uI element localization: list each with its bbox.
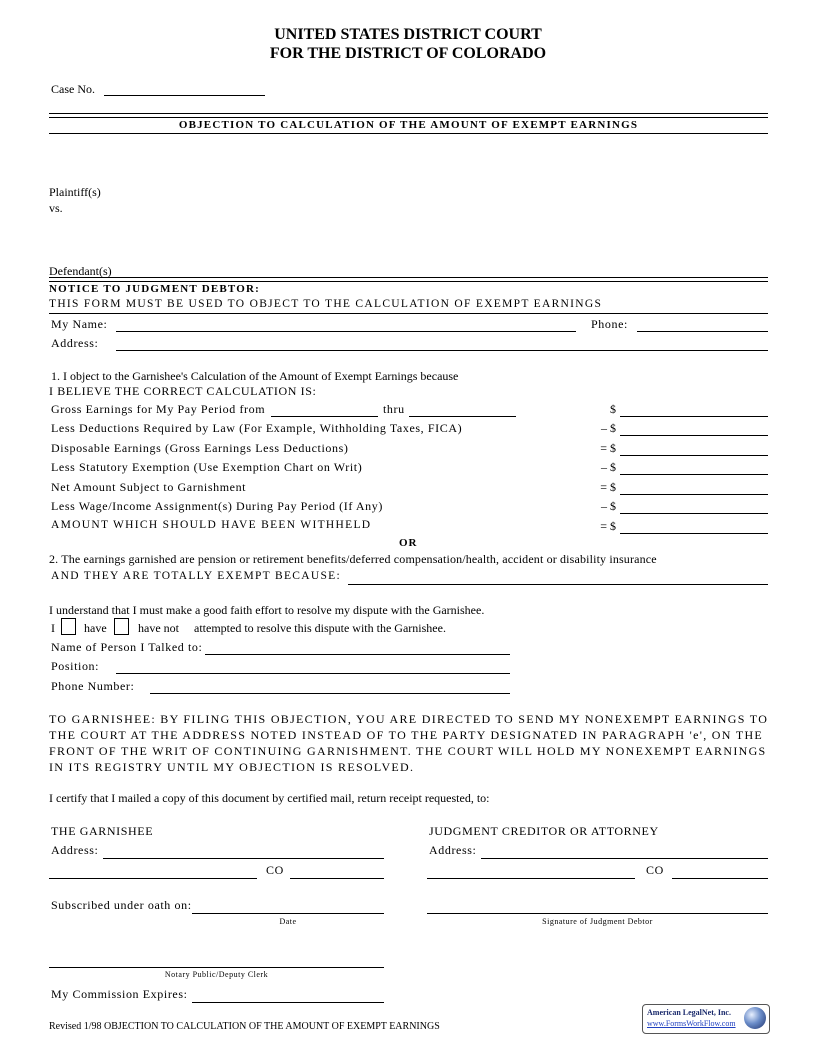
net-amount-op: = $ <box>600 480 616 494</box>
creditor-address-label: Address: <box>429 843 477 857</box>
period-thru-input[interactable] <box>409 401 516 417</box>
have-label: have <box>84 621 107 635</box>
title-top-rule <box>49 113 768 118</box>
creditor-title: JUDGMENT CREDITOR OR ATTORNEY <box>429 824 659 838</box>
vs-label: vs. <box>49 201 63 215</box>
section2-intro: 2. The earnings garnished are pension or retirement benefits/deferred compensation/health, accident or disability insurance <box>49 552 657 566</box>
garnishee-notice-line-4: IN ITS REGISTRY UNTIL MY OBJECTION IS RESOLVED. <box>49 760 415 774</box>
have-not-checkbox[interactable] <box>114 618 129 635</box>
creditor-zip-input[interactable] <box>672 863 768 879</box>
good-faith-statement: I understand that I must make a good faith effort to resolve my dispute with the Garnishee. <box>49 603 485 617</box>
gross-earnings-label: Gross Earnings for My Pay Period from <box>51 402 266 416</box>
address-label: Address: <box>51 336 99 350</box>
phone-input[interactable] <box>637 316 768 332</box>
thru-label: thru <box>383 402 405 416</box>
defendant-label: Defendant(s) <box>49 264 112 278</box>
person-talked-input[interactable] <box>205 639 510 655</box>
position-input[interactable] <box>116 658 510 674</box>
disposable-earnings-op: = $ <box>600 441 616 455</box>
garnishee-address-input[interactable] <box>103 843 384 859</box>
notice-bottom-rule <box>49 313 768 314</box>
statutory-exemption-label: Less Statutory Exemption (Use Exemption Chart on Writ) <box>51 460 363 474</box>
garnishee-notice-line-2: THE COURT AT THE ADDRESS NOTED INSTEAD OF TO THE PARTY DESIGNATED IN PARAGRAPH 'e', ON THE <box>49 728 764 742</box>
signature-input[interactable] <box>427 898 768 914</box>
plaintiff-label: Plaintiff(s) <box>49 185 101 199</box>
or-label: OR <box>399 537 418 549</box>
exempt-reason-input[interactable] <box>348 569 768 585</box>
disposable-earnings-input[interactable] <box>620 440 768 456</box>
my-name-input[interactable] <box>116 316 576 332</box>
position-label: Position: <box>51 659 100 673</box>
amount-withheld-op: = $ <box>600 519 616 533</box>
logo-name: American LegalNet, Inc. <box>647 1008 731 1017</box>
deductions-input[interactable] <box>620 420 768 436</box>
notice-title: NOTICE TO JUDGMENT DEBTOR: <box>49 283 261 295</box>
wage-assignment-input[interactable] <box>620 498 768 514</box>
garnishee-notice-line-1: TO GARNISHEE: BY FILING THIS OBJECTION, YOU ARE DIRECTED TO SEND MY NONEXEMPT EARNINGS TO <box>49 712 769 726</box>
signature-caption: Signature of Judgment Debtor <box>542 917 653 926</box>
my-name-label: My Name: <box>51 317 108 331</box>
commission-expires-input[interactable] <box>192 987 384 1003</box>
phone-label: Phone: <box>591 317 628 331</box>
gross-earnings-op: $ <box>610 402 616 416</box>
case-no-input[interactable] <box>104 80 265 96</box>
garnishee-state: CO <box>266 863 284 877</box>
disposable-earnings-label: Disposable Earnings (Gross Earnings Less Deductions) <box>51 441 349 455</box>
americanlegalnet-logo[interactable] <box>642 1004 770 1034</box>
gross-earnings-input[interactable] <box>620 401 768 417</box>
garnishee-address-label: Address: <box>51 843 99 857</box>
garnishee-zip-input[interactable] <box>290 863 384 879</box>
net-amount-label: Net Amount Subject to Garnishment <box>51 480 247 494</box>
notary-signature-input[interactable] <box>49 952 384 968</box>
statutory-exemption-input[interactable] <box>620 459 768 475</box>
date-caption: Date <box>279 917 297 926</box>
garnishee-city-input[interactable] <box>49 863 257 879</box>
i-label: I <box>51 621 55 635</box>
section1-belief: I BELIEVE THE CORRECT CALCULATION IS: <box>49 384 317 398</box>
phone-number-label: Phone Number: <box>51 679 135 693</box>
exempt-because-label: AND THEY ARE TOTALLY EXEMPT BECAUSE: <box>51 570 341 582</box>
deductions-label: Less Deductions Required by Law (For Example, Withholding Taxes, FICA) <box>51 421 463 435</box>
oath-date-input[interactable] <box>192 898 384 914</box>
commission-label: My Commission Expires: <box>51 987 188 1001</box>
address-input[interactable] <box>116 335 768 351</box>
net-amount-input[interactable] <box>620 479 768 495</box>
phone-number-input[interactable] <box>150 678 510 694</box>
globe-icon <box>744 1007 766 1029</box>
wage-assignment-label: Less Wage/Income Assignment(s) During Pay Period (If Any) <box>51 499 383 513</box>
statutory-exemption-op: – $ <box>601 460 616 474</box>
deductions-op: – $ <box>601 421 616 435</box>
notice-top-rule <box>49 277 768 282</box>
amount-withheld-label: AMOUNT WHICH SHOULD HAVE BEEN WITHHELD <box>51 519 372 531</box>
notice-text: THIS FORM MUST BE USED TO OBJECT TO THE CALCULATION OF EXEMPT EARNINGS <box>49 298 603 310</box>
period-from-input[interactable] <box>271 401 378 417</box>
have-not-label: have not <box>138 621 179 635</box>
garnishee-notice-line-3: FRONT OF THE WRIT OF CONTINUING GARNISHMENT. THE COURT WILL HOLD MY NONEXEMPT EARNINGS <box>49 744 767 758</box>
section1-intro: 1. I object to the Garnishee's Calculation of the Amount of Exempt Earnings because <box>51 369 459 383</box>
garnishee-title: THE GARNISHEE <box>51 824 154 838</box>
certify-statement: I certify that I mailed a copy of this document by certified mail, return receipt requested, to: <box>49 791 490 805</box>
notary-caption: Notary Public/Deputy Clerk <box>164 970 269 979</box>
creditor-city-input[interactable] <box>427 863 635 879</box>
title-bottom-rule <box>49 133 768 134</box>
logo-url[interactable]: www.FormsWorkFlow.com <box>647 1019 736 1028</box>
person-talked-label: Name of Person I Talked to: <box>51 640 203 654</box>
have-checkbox[interactable] <box>61 618 76 635</box>
creditor-address-input[interactable] <box>481 843 768 859</box>
oath-label: Subscribed under oath on: <box>51 898 192 912</box>
footer-text: Revised 1/98 OBJECTION TO CALCULATION OF THE AMOUNT OF EXEMPT EARNINGS <box>49 1021 440 1032</box>
wage-assignment-op: – $ <box>601 499 616 513</box>
form-title: OBJECTION TO CALCULATION OF THE AMOUNT OF EXEMPT EARNINGS <box>178 119 639 131</box>
court-name: UNITED STATES DISTRICT COURT <box>274 26 542 43</box>
creditor-state: CO <box>646 863 664 877</box>
amount-withheld-input[interactable] <box>620 518 768 534</box>
attempted-label: attempted to resolve this dispute with the Garnishee. <box>194 621 446 635</box>
case-no-label: Case No. <box>51 82 95 96</box>
court-district: FOR THE DISTRICT OF COLORADO <box>269 45 547 62</box>
